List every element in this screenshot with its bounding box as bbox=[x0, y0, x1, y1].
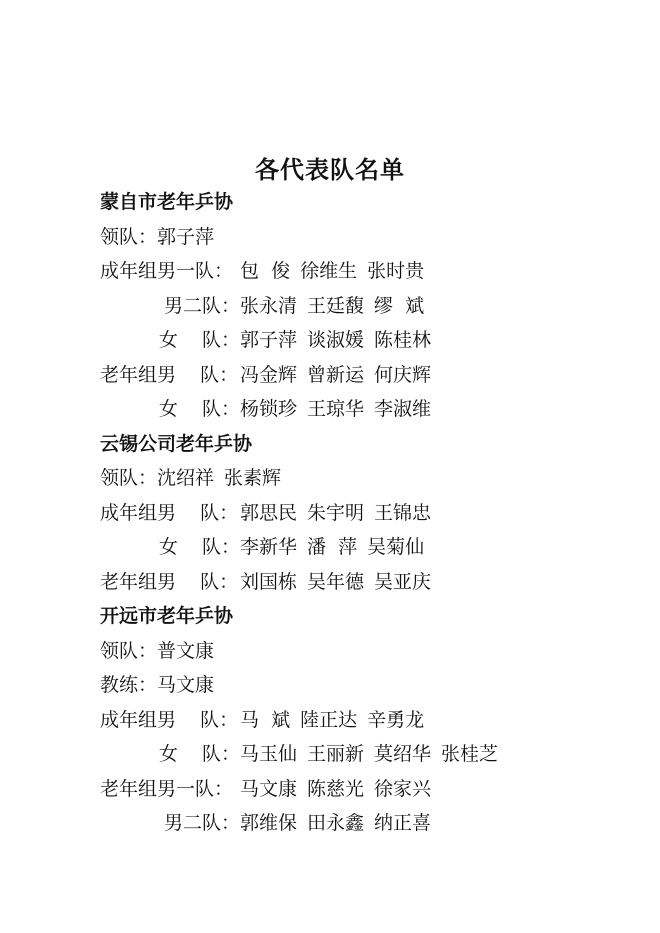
roster-line bbox=[100, 289, 640, 324]
roster-label: 教练： bbox=[100, 674, 158, 696]
player-name: 张桂芝 bbox=[441, 743, 499, 765]
roster-line bbox=[100, 772, 640, 807]
page-title: 各代表队名单 bbox=[255, 155, 405, 184]
player-name: 马文康 bbox=[157, 674, 215, 696]
player-name: 马玉仙 bbox=[240, 743, 298, 765]
player-name: 谈淑媛 bbox=[307, 329, 365, 351]
player-name: 刘国栋 bbox=[240, 570, 298, 593]
roster-line bbox=[100, 496, 640, 531]
roster-label: 成年组男 队： bbox=[100, 501, 239, 524]
roster-label: 男二队： bbox=[163, 294, 240, 317]
roster-label: 男二队： bbox=[163, 812, 240, 834]
player-name: 纳正喜 bbox=[374, 812, 432, 834]
roster-label: 女 队： bbox=[158, 536, 240, 558]
player-name: 郭维保 bbox=[240, 812, 298, 834]
roster-line bbox=[100, 565, 640, 600]
player-name: 张素辉 bbox=[224, 467, 282, 489]
player-name: 吴年德 bbox=[307, 570, 365, 593]
player-name: 张永清 bbox=[240, 294, 298, 317]
player-name: 张时贵 bbox=[367, 260, 425, 282]
player-name: 沈绍祥 bbox=[157, 467, 215, 489]
team-org-heading: 开远市老年乒协 bbox=[100, 605, 234, 627]
player-name: 辛勇龙 bbox=[367, 708, 425, 731]
roster-label: 成年组男一队： bbox=[100, 260, 234, 282]
player-name: 王锦忠 bbox=[374, 501, 432, 524]
team-roster bbox=[100, 185, 640, 841]
player-name: 陈桂林 bbox=[374, 329, 432, 351]
player-name: 冯金辉 bbox=[240, 363, 298, 386]
roster-label: 领队： bbox=[100, 225, 158, 248]
player-name: 郭子萍 bbox=[240, 329, 298, 351]
player-name: 朱宇明 bbox=[307, 501, 365, 524]
player-name: 李新华 bbox=[240, 536, 298, 558]
roster-line bbox=[100, 703, 640, 738]
player-name: 王丽新 bbox=[307, 743, 365, 765]
player-name: 潘 萍 bbox=[307, 536, 358, 558]
roster-line bbox=[100, 358, 640, 393]
roster-line bbox=[100, 737, 640, 772]
roster-line bbox=[100, 323, 640, 358]
player-name: 曾新运 bbox=[307, 363, 365, 386]
roster-label: 女 队： bbox=[158, 329, 240, 351]
roster-line bbox=[100, 668, 640, 703]
player-name: 郭子萍 bbox=[157, 225, 215, 248]
player-name: 马文康 bbox=[240, 777, 298, 800]
player-name: 徐家兴 bbox=[374, 777, 432, 800]
roster-label: 老年组男一队： bbox=[100, 777, 234, 800]
roster-label: 女 队： bbox=[158, 743, 240, 765]
team-org-heading: 云锡公司老年乒协 bbox=[100, 432, 253, 455]
player-name: 莫绍华 bbox=[374, 743, 432, 765]
player-name: 郭思民 bbox=[240, 501, 298, 524]
player-name: 普文康 bbox=[157, 639, 215, 662]
player-name: 田永鑫 bbox=[307, 812, 365, 834]
player-name: 王廷馥 bbox=[307, 294, 365, 317]
roster-line bbox=[100, 220, 640, 255]
roster-line bbox=[100, 254, 640, 289]
roster-line bbox=[100, 392, 640, 427]
player-name: 李淑维 bbox=[374, 398, 432, 420]
roster-line bbox=[100, 461, 640, 496]
roster-line bbox=[100, 530, 640, 565]
roster-label: 老年组男 队： bbox=[100, 363, 239, 386]
player-name: 马 斌 bbox=[240, 708, 291, 731]
player-name: 陈慈光 bbox=[307, 777, 365, 800]
roster-label: 成年组男 队： bbox=[100, 708, 239, 731]
roster-label: 领队： bbox=[100, 467, 158, 489]
roster-label: 女 队： bbox=[158, 398, 240, 420]
team-org-heading: 蒙自市老年乒协 bbox=[100, 191, 234, 213]
roster-line bbox=[100, 806, 640, 841]
player-name: 杨锁珍 bbox=[240, 398, 298, 420]
player-name: 何庆辉 bbox=[374, 363, 432, 386]
roster-line bbox=[100, 634, 640, 669]
player-name: 吴亚庆 bbox=[374, 570, 432, 593]
roster-label: 领队： bbox=[100, 639, 158, 662]
player-name: 缪 斌 bbox=[374, 294, 425, 317]
player-name: 吴菊仙 bbox=[367, 536, 425, 558]
player-name: 徐维生 bbox=[300, 260, 358, 282]
player-name: 陸正达 bbox=[300, 708, 358, 731]
roster-label: 老年组男 队： bbox=[100, 570, 239, 593]
player-name: 王琼华 bbox=[307, 398, 365, 420]
player-name: 包 俊 bbox=[240, 260, 291, 282]
